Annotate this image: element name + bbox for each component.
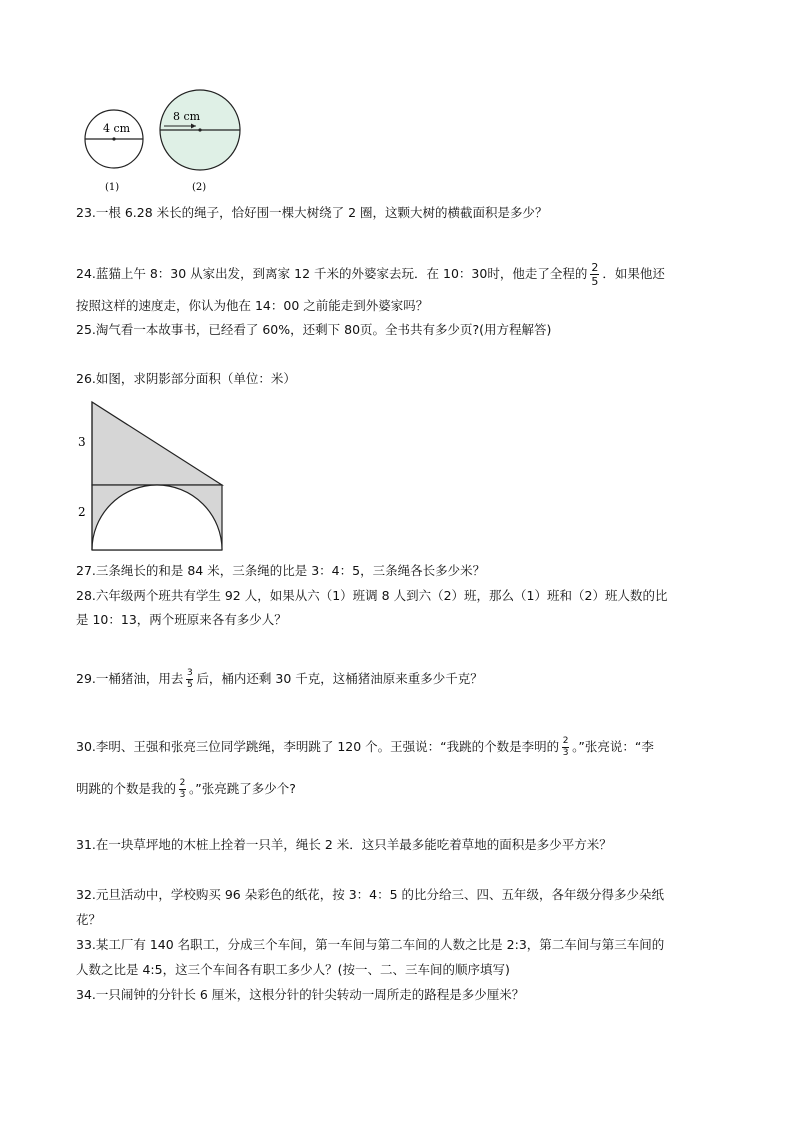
question-30-line1 [76, 737, 654, 758]
question-24-line1 [76, 262, 665, 287]
question-28-line1: 28.六年级两个班共有学生 92 人，如果从六（1）班调 8 人到六（2）班，那么（1）班和（2）班人数的比 [76, 588, 668, 603]
fraction-two-fifths: $\frac{2}{5}$ [591, 261, 599, 288]
question-33-line1: 33.某工厂有 140 名职工，分成三个车间，第一车间与第二车间的人数之比是 2:3，第二车间与第三车间的 [76, 937, 665, 952]
question-24-text-a: 24.蓝猫上午 8：30 从家出发，到离家 12 千米的外婆家去玩．在 10：30时，他走了全程的 [76, 266, 588, 281]
question-24-line2: 按照这样的速度走，你认为他在 14：00 之前能走到外婆家吗？ [76, 298, 429, 313]
question-24-text-b: ．如果他还 [602, 266, 665, 281]
circle-1-center [112, 137, 115, 140]
question-25: 25.淘气看一本故事书，已经看了 60%，还剩下 80页。全书共有多少页?(用方程解答) [76, 322, 552, 337]
shaded-area-figure [72, 396, 232, 556]
label-height-top: 3 [78, 435, 86, 449]
question-30-line2 [76, 779, 296, 800]
circle-2-caption: (2) [192, 182, 207, 193]
question-28-line2: 是 10：13，两个班原来各有多少人？ [76, 612, 287, 627]
circle-2-center [198, 128, 201, 131]
question-29 [76, 669, 483, 690]
question-31: 31.在一块草坪地的木桩上拴着一只羊，绳长 2 米．这只羊最多能吃着草地的面积是多少平方米？ [76, 837, 612, 852]
circle-1-caption: (1) [105, 182, 120, 193]
fraction-two-thirds-1: $\frac{2}{3}$ [562, 736, 569, 758]
question-23: 23.一根 6.28 米长的绳子，恰好围一棵大树绕了 2 圈，这颗大树的横截面积是多少？ [76, 205, 548, 220]
label-height-bottom: 2 [78, 505, 86, 519]
question-32-line2: 花？ [76, 912, 102, 927]
question-26: 26.如图，求阴影部分面积（单位：米） [76, 371, 296, 386]
shaded-triangle [92, 402, 222, 485]
circle-1-label: 4 cm [103, 122, 131, 135]
question-34: 34.一只闹钟的分针长 6 厘米，这根分针的针尖转动一周所走的路程是多少厘米？ [76, 987, 525, 1002]
circle-2-label: 8 cm [173, 110, 201, 123]
question-30-text-c: 明跳的个数是我的 [76, 781, 177, 796]
question-30-text-a: 30.李明、王强和张亮三位同学跳绳，李明跳了 120 个。王强说：“我跳的个数是李明的 [76, 739, 560, 754]
question-29-text-b: 后，桶内还剩 30 千克，这桶猪油原来重多少千克？ [196, 671, 483, 686]
question-29-text-a: 29.一桶猪油，用去 [76, 671, 184, 686]
question-32-line1: 32.元旦活动中，学校购买 96 朵彩色的纸花，按 3：4：5 的比分给三、四、五年级，各年级分得多少朵纸 [76, 887, 665, 902]
fraction-three-fifths: $\frac{3}{5}$ [187, 668, 193, 690]
question-27: 27.三条绳长的和是 84 米，三条绳的比是 3：4：5，三条绳各长多少米？ [76, 563, 486, 578]
question-33-line2: 人数之比是 4:5，这三个车间各有职工多少人？(按一、二、三车间的顺序填写) [76, 962, 510, 977]
question-30-text-d: 。”张亮跳了多少个? [189, 781, 296, 796]
fraction-two-thirds-2: $\frac{2}{3}$ [179, 778, 186, 800]
circles-figure [78, 82, 248, 197]
question-30-text-b: 。”张亮说：“李 [572, 739, 654, 754]
